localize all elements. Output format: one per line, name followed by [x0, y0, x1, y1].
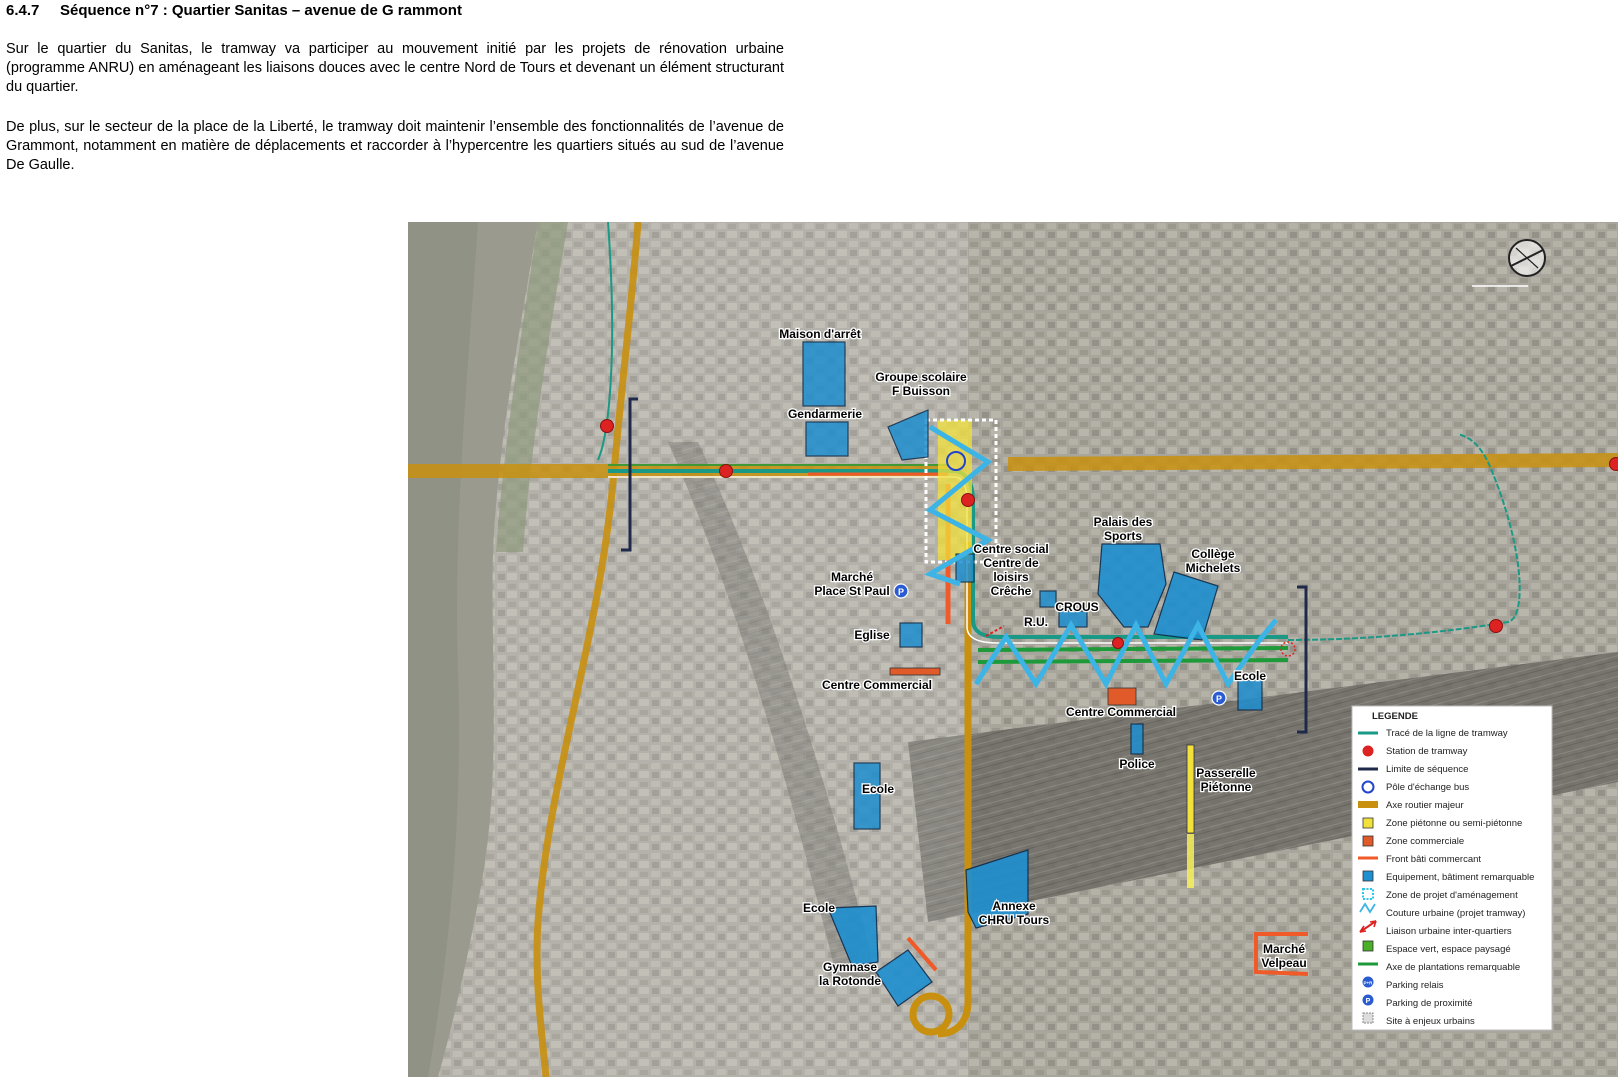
commercial-zone-icon	[1363, 836, 1373, 846]
legend-item-label: Axe de plantations remarquable	[1386, 962, 1521, 973]
legend-item-label: Liaison urbaine inter-quartiers	[1386, 926, 1512, 937]
parking-letter: P	[897, 587, 905, 597]
label-marche-2: Place St Paul	[814, 584, 890, 598]
equipment-police	[1131, 724, 1143, 754]
paragraph-1: Sur le quartier du Sanitas, le tramway va participer au mouvement initié par les projets de rénovation urbaine (programme ANRU) en aménageant les liaisons douces avec le centre Nord de Tours et devenant un élément structurant du quartier.	[6, 41, 784, 95]
label-college-1: Collège	[1191, 547, 1235, 561]
legend-item-label: Front bâti commercant	[1386, 854, 1482, 865]
equipment-ru	[1040, 591, 1056, 607]
label-passerelle-1: Passerelle	[1196, 766, 1256, 780]
label-centre-social-2: Centre de	[983, 556, 1039, 570]
station-icon[interactable]	[1490, 620, 1503, 633]
label-ecole-mid: Ecole	[861, 782, 895, 796]
label-police: Police	[1119, 757, 1155, 771]
photo-fade	[408, 222, 968, 1077]
label-gendarmerie: Gendarmerie	[787, 407, 863, 421]
section-number: 6.4.7	[6, 2, 40, 19]
legend-item-label: Couture urbaine (projet tramway)	[1386, 908, 1526, 919]
station-icon[interactable]	[962, 494, 975, 507]
legend-item-label: Parking relais	[1386, 980, 1444, 991]
section-heading	[6, 2, 462, 19]
label-centre-social-1: Centre social	[973, 542, 1049, 556]
label-centre-commercial-a: Centre Commercial	[821, 678, 933, 692]
legend-item-label: Espace vert, espace paysagé	[1386, 944, 1511, 955]
label-marche-1: Marché	[830, 570, 874, 584]
legend-item-label: Limite de séquence	[1386, 764, 1469, 775]
legend-item-label: Axe routier majeur	[1386, 800, 1464, 811]
major-road-icon	[1358, 801, 1378, 808]
station-icon[interactable]	[720, 465, 733, 478]
equipment-ecole-mid	[854, 763, 880, 829]
legend-item-label: Tracé de la ligne de tramway	[1386, 728, 1508, 739]
map-canvas[interactable]	[408, 222, 1618, 1077]
legend-item-label: Station de tramway	[1386, 746, 1468, 757]
label-marche-velpeau-2: Velpeau	[1261, 956, 1307, 970]
map[interactable]	[408, 222, 1618, 1077]
legend	[1352, 706, 1552, 1030]
green-space-icon	[1363, 941, 1373, 951]
legend-item-label: Zone commerciale	[1386, 836, 1465, 847]
label-palais-sports-2: Sports	[1103, 529, 1143, 543]
legend-item-label: Zone de projet d'aménagement	[1386, 890, 1518, 901]
passerelle-pietonne	[1187, 745, 1194, 833]
station-icon[interactable]	[1610, 458, 1619, 471]
label-eglise: Eglise	[854, 628, 890, 642]
label-crous: CROUS	[1055, 600, 1099, 614]
major-road-east	[1008, 460, 1618, 464]
label-ecole-bottom: Ecole	[802, 901, 836, 915]
commercial-zone-west	[890, 668, 940, 675]
label-maison-arret: Maison d'arrêt	[779, 327, 861, 341]
label-groupe-scolaire-2: F Buisson	[891, 384, 951, 398]
legend-item-label: Equipement, bâtiment remarquable	[1386, 872, 1535, 883]
label-annexe-1: Annexe	[992, 899, 1036, 913]
parking-letter: P	[1215, 694, 1223, 704]
equipment-eglise	[900, 623, 922, 647]
paragraph-2: De plus, sur le secteur de la place de la Liberté, le tramway doit maintenir l’ensemble des fonctionnalités de l’avenue de Grammont, notamment en matière de déplacements et raccorder à l’hypercentre les quartiers situés au sud de l’avenue De Gaulle.	[6, 119, 784, 173]
equipment-gendarmerie	[806, 422, 848, 456]
station-icon[interactable]	[1113, 638, 1124, 649]
legend-item-label: Parking de proximité	[1386, 998, 1473, 1009]
section-title: Séquence n°7 : Quartier Sanitas – avenue de G rammont	[60, 2, 462, 19]
label-gymnase-2: la Rotonde	[819, 974, 881, 988]
pedestrian-zone-icon	[1363, 818, 1373, 828]
legend-item-label: Site à enjeux urbains	[1386, 1016, 1475, 1027]
equipment-ecole-right	[1238, 680, 1262, 710]
label-groupe-scolaire-1: Groupe scolaire	[875, 370, 967, 384]
park-ride-letter: P+R	[1363, 980, 1373, 986]
label-annexe-2: CHRU Tours	[978, 913, 1050, 927]
equipment-icon	[1363, 871, 1373, 881]
label-gymnase-1: Gymnase	[822, 960, 878, 974]
station-icon	[1363, 746, 1374, 757]
label-centre-commercial-b: Centre Commercial	[1065, 705, 1177, 719]
label-centre-social-3: loisirs	[993, 570, 1029, 584]
legend-title: LEGENDE	[1372, 711, 1418, 722]
label-college-2: Michelets	[1185, 561, 1241, 575]
station-icon[interactable]	[601, 420, 614, 433]
equipment-maison-arret	[803, 342, 845, 406]
passerelle-extension	[1187, 834, 1194, 888]
commercial-zone-east	[1108, 688, 1136, 705]
label-centre-social-4: Crêche	[990, 584, 1032, 598]
legend-item-label: Zone piétonne ou semi-piétonne	[1386, 818, 1523, 829]
label-palais-sports-1: Palais des	[1093, 515, 1153, 529]
label-ru: R.U.	[1024, 615, 1048, 629]
label-ecole-right: Ecole	[1233, 669, 1267, 683]
planting-axis-line-1	[978, 648, 1288, 650]
label-marche-velpeau-1: Marché	[1262, 942, 1306, 956]
legend-item-label: Pôle d'échange bus	[1386, 782, 1470, 793]
urban-issue-site-icon	[1363, 1013, 1373, 1023]
label-passerelle-2: Piétonne	[1200, 780, 1252, 794]
parking-letter: P	[1365, 998, 1371, 1005]
